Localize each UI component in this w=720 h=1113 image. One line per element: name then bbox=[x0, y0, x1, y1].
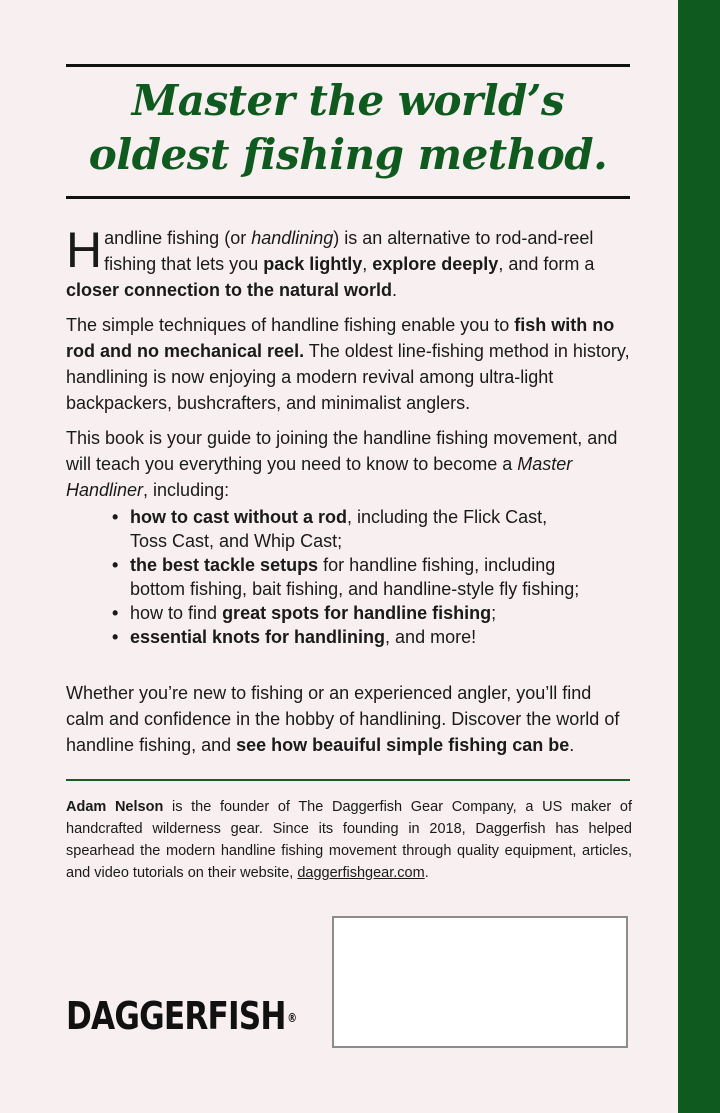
list-item: • how to find great spots for handline fishing; bbox=[112, 601, 582, 625]
intro-paragraph: Handline fishing (or handlining) is an alternative to rod-and-reel fishing that lets you pack lightly, explore deeply, and form a closer connection to the natural world. bbox=[66, 222, 595, 300]
topics-list bbox=[112, 505, 582, 649]
techniques-paragraph: The simple techniques of handline fishing enable you to fish with no rod and no mechanical reel. The oldest line-fishing method in history, handlining is now enjoying a modern revival among ultra-light backpackers, bushcrafters, and minimalist anglers. bbox=[66, 315, 630, 413]
headline-rule bbox=[66, 196, 630, 199]
closing-paragraph: Whether you’re new to fishing or an experienced angler, you’ll find calm and confidence in the hobby of handlining. Discover the world of handline fishing, and see how beauiful simple fishing can be. bbox=[66, 683, 620, 755]
top-rule bbox=[66, 64, 630, 67]
headline: Master the world’s oldest fishing method. bbox=[88, 76, 608, 179]
daggerfish-logo: DAGGERFISH ® bbox=[66, 994, 297, 1038]
guide-paragraph: This book is your guide to joining the handline fishing movement, and will teach you everything you need to know to become a Master Handliner, including: bbox=[66, 428, 618, 500]
barcode-placeholder bbox=[332, 916, 628, 1048]
bio-divider bbox=[66, 779, 630, 781]
list-item: • how to cast without a rod, including the Flick Cast, Toss Cast, and Whip Cast; bbox=[112, 505, 582, 553]
author-name: Adam Nelson bbox=[66, 799, 164, 815]
website-link[interactable]: daggerfishgear.com bbox=[297, 865, 425, 881]
registered-mark: ® bbox=[287, 1011, 297, 1025]
list-item: • the best tackle setups for handline fishing, including bottom fishing, bait fishing, and handline-style fly fishing; bbox=[112, 553, 582, 601]
author-bio: Adam Nelson is the founder of The Daggerfish Gear Company, a US maker of handcrafted wilderness gear. Since its founding in 2018, Daggerfish has helped spearhead the modern handline fishing movement through quality equipment, articles, and video tutorials on their website, daggerfishgear.com. bbox=[66, 799, 632, 881]
list-item: • essential knots for handlining, and more! bbox=[112, 625, 582, 649]
drop-cap: H bbox=[66, 222, 103, 278]
book-spine-band bbox=[678, 0, 720, 1113]
